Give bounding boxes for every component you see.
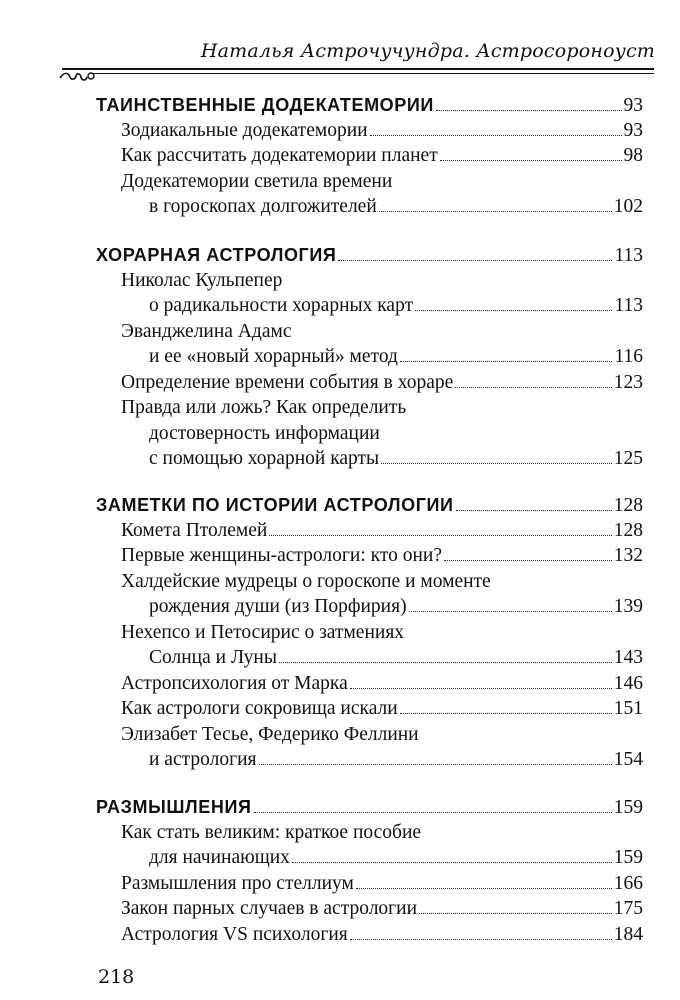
dot-leader <box>350 939 612 940</box>
page-number-ref: 116 <box>614 346 643 367</box>
page-number-ref: 93 <box>623 95 643 116</box>
entry-title-line[interactable]: Эванджелина Адамс <box>121 320 292 342</box>
entry-title-line: Определение времени события в хораре <box>121 371 454 393</box>
entry-title-line: Солнца и Луны <box>149 647 277 668</box>
entry-title-line[interactable]: достоверность информации <box>149 422 380 444</box>
entry-title-line: рождения души (из Порфирия) <box>149 596 407 617</box>
toc-entry[interactable] <box>149 194 643 220</box>
dot-leader <box>456 510 612 511</box>
section-title: ЗАМЕТКИ ПО ИСТОРИИ АСТРОЛОГИИ <box>96 495 454 515</box>
page-number-ref: 146 <box>613 672 643 694</box>
dot-leader <box>415 310 612 311</box>
toc-entry[interactable] <box>121 896 643 922</box>
dot-leader <box>370 135 622 136</box>
toc-entry[interactable] <box>121 871 643 897</box>
page-number-ref: 132 <box>613 545 643 566</box>
page-number-ref: 123 <box>613 371 643 393</box>
entry-title-line: о радикальности хорарных карт <box>149 295 414 316</box>
entry-title-line: с помощью хорарной карты <box>149 448 380 469</box>
toc-entry[interactable] <box>149 845 643 871</box>
page-number-ref: 93 <box>623 119 643 141</box>
page-number-ref: 159 <box>613 797 643 818</box>
section-heading[interactable] <box>96 92 643 119</box>
page-number-ref: 151 <box>613 698 643 719</box>
dot-leader <box>455 387 611 388</box>
dot-leader <box>269 535 611 536</box>
toc-entry[interactable] <box>149 293 643 319</box>
section-title: ХОРАРНАЯ АСТРОЛОГИЯ <box>96 245 337 265</box>
dot-leader <box>279 662 612 663</box>
toc-entry[interactable] <box>121 696 643 722</box>
dot-leader <box>440 160 622 161</box>
page-number-ref: 113 <box>614 295 643 316</box>
dot-leader <box>419 913 612 914</box>
toc-entry[interactable] <box>121 370 643 396</box>
page-number-ref: 98 <box>623 145 643 166</box>
toc-entry[interactable] <box>149 446 643 472</box>
toc-entry[interactable] <box>121 922 643 948</box>
section-heading[interactable] <box>96 794 643 821</box>
page-number-ref: 143 <box>613 647 643 668</box>
running-header: Наталья Астрочучундра. Астросороноуст <box>200 40 655 62</box>
entry-title-line[interactable]: Правда или ложь? Как определить <box>121 397 407 418</box>
entry-title-line: и ее «новый хорарный» метод <box>149 346 398 367</box>
page-number-ref: 113 <box>614 245 643 266</box>
toc-entry[interactable] <box>121 518 643 544</box>
entry-title-line: Размышления про стеллиум <box>121 872 354 894</box>
toc-entry[interactable] <box>121 143 643 169</box>
page-number-ref: 175 <box>613 898 643 919</box>
entry-title-line[interactable]: Николас Кульпепер <box>121 269 283 291</box>
dot-leader <box>338 260 612 261</box>
page-number-ref: 184 <box>613 923 643 945</box>
entry-title-line[interactable]: Додекатемории светила времени <box>121 170 393 192</box>
entry-title-line[interactable]: Халдейские мудрецы о гороскопе и моменте <box>121 570 491 592</box>
section-heading[interactable] <box>96 492 643 519</box>
page-number-ref: 154 <box>613 749 643 770</box>
toc-entry[interactable] <box>121 543 643 569</box>
dot-leader <box>259 764 612 765</box>
section-title: ТАИНСТВЕННЫЕ ДОДЕКАТЕМОРИИ <box>96 95 434 115</box>
dot-leader <box>356 888 612 889</box>
page-number-ref: 128 <box>613 495 643 516</box>
section-title: РАЗМЫШЛЕНИЯ <box>96 797 252 817</box>
dot-leader <box>436 110 622 111</box>
dot-leader <box>379 211 612 212</box>
toc-entry[interactable] <box>149 645 643 671</box>
dot-leader <box>400 361 613 362</box>
entry-title-line: в гороскопах долгожителей <box>149 196 377 217</box>
entry-title-line[interactable]: Нехепсо и Петосирис о затмениях <box>121 621 405 643</box>
dot-leader <box>292 862 612 863</box>
page-number-ref: 125 <box>613 448 643 469</box>
page-number-ref: 139 <box>613 596 643 617</box>
toc-entry[interactable] <box>121 671 643 697</box>
toc-entry[interactable] <box>149 594 643 620</box>
page-number-ref: 102 <box>613 196 643 217</box>
page-number-ref: 166 <box>613 872 643 894</box>
toc-entry[interactable] <box>149 344 643 370</box>
dot-leader <box>381 463 612 464</box>
page-number: 218 <box>98 966 135 988</box>
dot-leader <box>400 713 612 714</box>
entry-title-line: и астрология <box>149 749 257 770</box>
header-rule-top <box>62 68 654 70</box>
section-heading[interactable] <box>96 242 643 269</box>
entry-title-line: Комета Птолемей <box>121 519 268 541</box>
dot-leader <box>409 611 612 612</box>
entry-title-line[interactable]: Как стать великим: краткое пособие <box>121 821 422 843</box>
toc-entry[interactable] <box>121 118 643 144</box>
entry-title-line: Закон парных случаев в астрологии <box>121 898 418 919</box>
dot-leader <box>444 560 612 561</box>
dot-leader <box>350 688 612 689</box>
entry-title-line: для начинающих <box>149 847 290 868</box>
entry-title-line: Зодиакальные додекатемории <box>121 119 368 141</box>
toc-entry[interactable] <box>149 747 643 773</box>
entry-title-line[interactable]: Элизабет Тесье, Федерико Феллини <box>121 723 419 745</box>
entry-title-line: Как астрологи сокровища искали <box>121 698 398 719</box>
entry-title-line: Астрология VS психология <box>121 923 348 945</box>
header-rule-bottom <box>92 73 654 74</box>
entry-title-line: Астропсихология от Марка <box>121 672 348 694</box>
entry-title-line: Как рассчитать додекатемории планет <box>121 145 438 166</box>
page-number-ref: 128 <box>613 519 643 541</box>
page-number-ref: 159 <box>613 847 643 868</box>
dot-leader <box>254 812 612 813</box>
entry-title-line: Первые женщины-астрологи: кто они? <box>121 545 443 566</box>
